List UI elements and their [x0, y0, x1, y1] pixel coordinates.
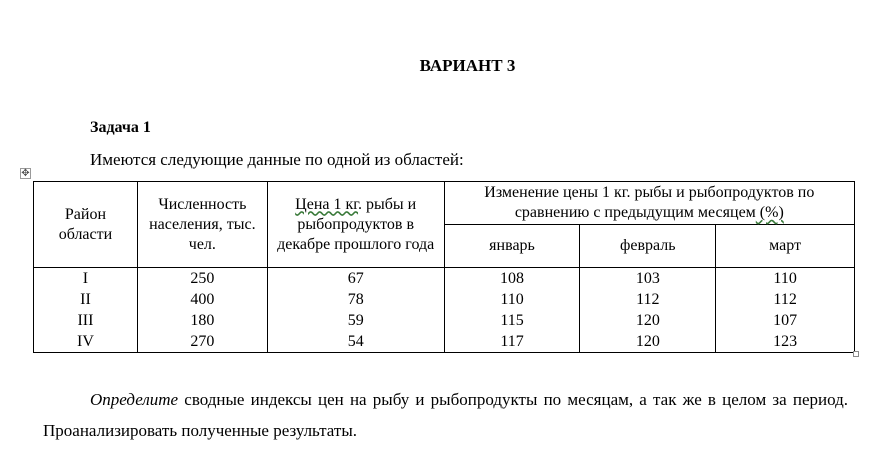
data-table — [33, 181, 855, 353]
cell-price: 78 — [267, 289, 444, 310]
task-intro: Имеются следующие данные по одной из областей: — [90, 150, 464, 169]
header-month-mar: март — [716, 225, 855, 268]
cell-population: 180 — [137, 310, 267, 331]
cell-population: 250 — [137, 268, 267, 290]
cell-mar: 107 — [716, 310, 855, 331]
cell-jan: 110 — [444, 289, 580, 310]
cell-district: IV — [34, 331, 138, 353]
table-resize-handle-icon[interactable] — [853, 351, 859, 357]
table-row — [34, 268, 855, 290]
header-population: Численность населения, тыс. чел. — [137, 182, 267, 268]
cell-mar: 123 — [716, 331, 855, 353]
cell-price: 54 — [267, 331, 444, 353]
cell-district: III — [34, 310, 138, 331]
cell-district: I — [34, 268, 138, 290]
question-lead: Определите — [90, 390, 179, 409]
cell-price: 67 — [267, 268, 444, 290]
header-change-part1: Изменение цены 1 кг. рыбы и рыбопродуктов по сравнению с предыдущим месяцем — [484, 184, 815, 221]
cell-population: 400 — [137, 289, 267, 310]
question-paragraph — [43, 384, 848, 446]
header-price-part1: Цена 1 кг — [295, 195, 359, 213]
header-district: Район области — [34, 182, 138, 268]
header-month-feb: февраль — [580, 225, 716, 268]
cell-feb: 120 — [580, 331, 716, 353]
header-change-part2: (%) — [755, 204, 784, 221]
cell-price: 59 — [267, 310, 444, 331]
cell-population: 270 — [137, 331, 267, 353]
table-move-handle-icon[interactable]: ✥ — [21, 168, 30, 179]
cell-district: II — [34, 289, 138, 310]
cell-jan: 108 — [444, 268, 580, 290]
task-heading: Задача 1 — [90, 119, 151, 136]
cell-mar: 112 — [716, 289, 855, 310]
table-row — [34, 331, 855, 353]
table-row — [34, 310, 855, 331]
table-row — [34, 289, 855, 310]
table-header-row — [34, 182, 855, 225]
cell-mar: 110 — [716, 268, 855, 290]
header-price-part2: . рыбы и рыбопродуктов в декабре прошлого года — [277, 195, 435, 253]
cell-jan: 115 — [444, 310, 580, 331]
question-rest: сводные индексы цен на рыбу и рыбопродукты по месяцам, а так же в целом за период. Проанализировать полученные результаты. — [43, 390, 848, 440]
header-month-jan: январь — [444, 225, 580, 268]
header-price-change — [444, 182, 854, 225]
cell-jan: 117 — [444, 331, 580, 353]
page-title: ВАРИАНТ 3 — [419, 56, 516, 75]
header-price — [267, 182, 444, 268]
cell-feb: 112 — [580, 289, 716, 310]
cell-feb: 120 — [580, 310, 716, 331]
cell-feb: 103 — [580, 268, 716, 290]
